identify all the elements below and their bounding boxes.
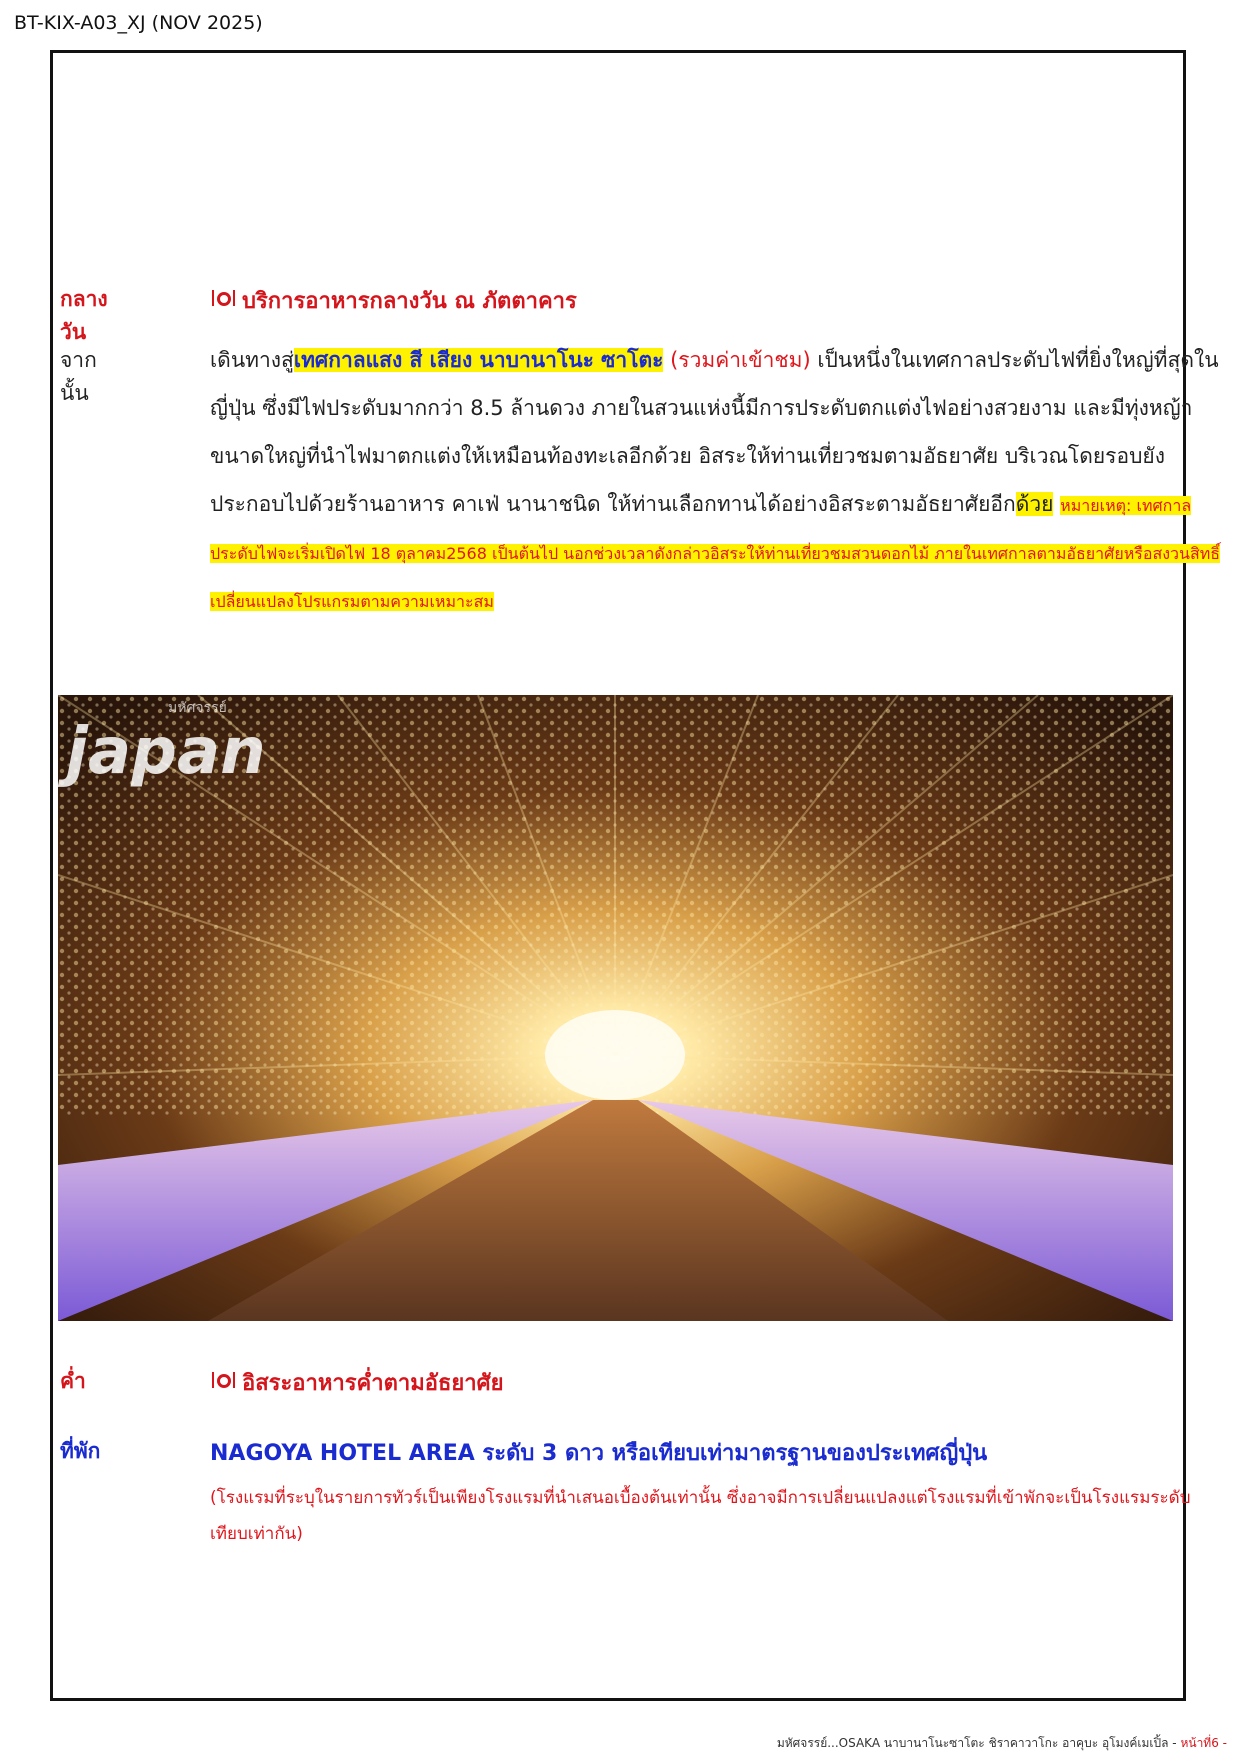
then-paragraph bbox=[210, 336, 1230, 624]
page-number: หน้าที่6 - bbox=[1180, 1736, 1227, 1750]
lunch-label: กลางวัน bbox=[60, 287, 108, 344]
fork-knife-icon bbox=[210, 288, 236, 314]
dinner-label: ค่ำ bbox=[60, 1369, 86, 1393]
hotel-text: NAGOYA HOTEL AREA ระดับ 3 ดาว หรือเทียบเท่ามาตรฐานของประเทศญี่ปุ่น bbox=[210, 1441, 988, 1466]
festival-note: หมายเหตุ: เทศกาลประดับไฟจะเริ่มเปิดไฟ 18 ตุลาคม2568 เป็นต้นไป นอกช่วงเวลาดังกล่าวอิสระให้ท่านเที่ยวชมสวนดอกไม้ ภายในเทศกาลตามอัธยาศัยหรือสงวนสิทธิ์เปลี่ยนแปลงโปรแกรมตามความเหมาะสม bbox=[210, 496, 1221, 611]
footer-text: มหัศจรรย์...OSAKA นาบานาโนะซาโตะ ชิราคาวาโกะ อาคุบะ อุโมงค์เมเปิ้ล - bbox=[776, 1736, 1181, 1750]
dinner-text: อิสระอาหารค่ำตามอัธยาศัย bbox=[242, 1371, 504, 1396]
photo-watermark-small: มหัศจรรย์ bbox=[168, 700, 227, 716]
attraction-title: เทศกาลแสง สี เสียง นาบานาโนะ ซาโตะ bbox=[293, 348, 664, 372]
admission-included: (รวมค่าเข้าชม) bbox=[670, 348, 811, 372]
then-pre: เดินทางสู่ bbox=[210, 348, 294, 372]
hotel-note: (โรงแรมที่ระบุในรายการทัวร์เป็นเพียงโรงแรมที่นำเสนอเบื้องต้นเท่านั้น ซึ่งอาจมีการเปลี่ยนแปลงแต่โรงแรมที่เข้าพักจะเป็นโรงแรมระดับเทียบเท่ากัน) bbox=[210, 1488, 1191, 1544]
fork-knife-icon bbox=[210, 1370, 236, 1396]
then-body: เป็นหนึ่งในเทศกาลประดับไฟที่ยิ่งใหญ่ที่สุดในญี่ปุ่น ซึ่งมีไฟประดับมากกว่า 8.5 ล้านดวง ภายในสวนแห่งนี้มีการประดับตกแต่งไฟอย่างสวยงาม และมีทุ่งหญ้าขนาดใหญ่ที่นำไฟมาตกแต่งให้เหมือนท้องทะเลอีกด้วย อิสระให้ท่านเที่ยวชมตามอัธยาศัย บริเวณโดยรอบยังประกอบไปด้วยร้านอาหาร คาเฟ่ นานาชนิด ให้ท่านเลือกทานได้อย่างอิสระตามอัธยาศัยอีก bbox=[210, 348, 1219, 516]
dinner-meal bbox=[210, 1365, 503, 1400]
photo-watermark: japan bbox=[66, 715, 266, 789]
light-tunnel-photo bbox=[58, 695, 1173, 1321]
lunch-text: บริการอาหารกลางวัน ณ ภัตตาคาร bbox=[242, 289, 577, 314]
document-code: BT-KIX-A03_XJ (NOV 2025) bbox=[14, 12, 263, 34]
then-body-highlight: ด้วย bbox=[1015, 492, 1054, 516]
hotel-label: ที่พัก bbox=[60, 1439, 101, 1463]
then-label: จากนั้น bbox=[60, 348, 97, 405]
page-footer bbox=[777, 1734, 1227, 1753]
lunch-meal bbox=[210, 283, 577, 318]
